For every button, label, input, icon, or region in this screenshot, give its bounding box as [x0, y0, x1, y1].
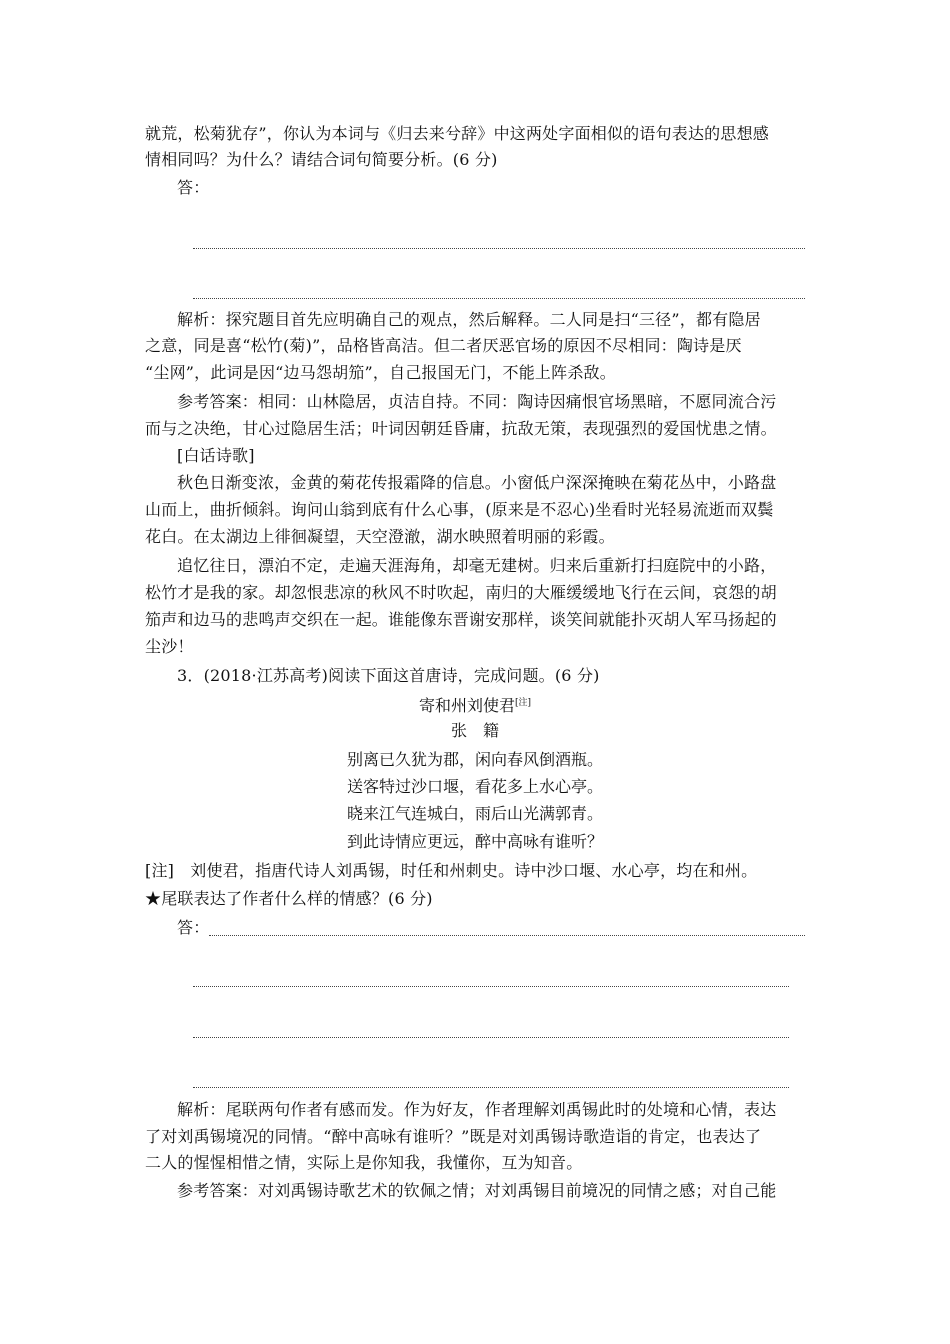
answer-blank-line[interactable]	[193, 1087, 789, 1088]
analysis-line: 之意，同是喜“松竹(菊)”，品格皆高洁。但二者厌恶官场的原因不尽相同：陶诗是厌	[145, 336, 742, 355]
translation-line: 山而上，曲折倾斜。询问山翁到底有什么心事，(原来是不忍心)坐看时光轻易流逝而双鬓	[145, 500, 774, 519]
poem-title	[145, 690, 805, 716]
question-text-line: 就荒，松菊犹存”，你认为本词与《归去来兮辞》中这两处字面相似的语句表达的思想感	[145, 124, 769, 143]
analysis-line: 解析：探究题目首先应明确自己的观点，然后解释。二人同是扫“三径”，都有隐居	[177, 310, 761, 329]
question-heading: 3．(2018·江苏高考)阅读下面这首唐诗，完成问题。(6 分)	[177, 666, 600, 685]
reference-answer-line: 而与之决绝，甘心过隐居生活；叶词因朝廷昏庸，抗敌无策，表现强烈的爱国忧患之情。	[145, 419, 777, 438]
section-title: [白话诗歌]	[177, 446, 255, 465]
analysis-line: “尘网”，此词是因“边马怨胡笳”，自己报国无门，不能上阵杀敌。	[145, 363, 616, 382]
answer-label: 答：	[177, 178, 210, 197]
answer-blank-line[interactable]	[193, 248, 805, 249]
reference-answer-line: 参考答案：对刘禹锡诗歌艺术的钦佩之情；对刘禹锡目前境况的同情之感；对自己能	[177, 1181, 777, 1200]
author-char: 张	[450, 721, 467, 740]
author-char: 籍	[483, 721, 500, 740]
translation-line: 花白。在太湖边上徘徊凝望，天空澄澈，湖水映照着明丽的彩霞。	[145, 527, 615, 546]
answer-label: 答：	[177, 918, 210, 937]
poem-note: [注] 刘使君，指唐代诗人刘禹锡，时任和州刺史。诗中沙口堰、水心亭，均在和州。	[145, 861, 758, 880]
analysis-line: 了对刘禹锡境况的同情。“醉中高咏有谁听？”既是对刘禹锡诗歌造诣的肯定，也表达了	[145, 1127, 762, 1146]
note-mark: [注]	[514, 698, 532, 708]
question-text: ★尾联表达了作者什么样的情感？(6 分)	[145, 889, 433, 908]
translation-line: 笳声和边马的悲鸣声交织在一起。谁能像东晋谢安那样，谈笑间就能扑灭胡人军马扬起的	[145, 610, 777, 629]
answer-blank-line[interactable]	[193, 986, 789, 987]
reference-answer-line: 参考答案：相同：山林隐居，贞洁自持。不同：陶诗因痛恨官场黑暗，不愿同流合污	[177, 392, 777, 411]
analysis-line: 二人的惺惺相惜之情，实际上是你知我，我懂你，互为知音。	[145, 1153, 583, 1172]
translation-line: 秋色日渐变浓，金黄的菊花传报霜降的信息。小窗低户深深掩映在菊花丛中，小路盘	[177, 473, 777, 492]
translation-line: 松竹才是我的家。却忽恨悲凉的秋风不时吹起，南归的大雁缓缓地飞行在云间，哀怨的胡	[145, 583, 777, 602]
poem-line: 晓来江气连城白，雨后山光满郭青。	[346, 804, 603, 823]
translation-line: 尘沙！	[145, 637, 194, 656]
answer-blank-line[interactable]	[193, 1037, 789, 1038]
poem-line: 别离已久犹为郡，闲向春风倒酒瓶。	[346, 750, 603, 769]
answer-blank-line[interactable]	[209, 935, 805, 936]
question-text-line: 情相同吗？为什么？请结合词句简要分析。(6 分)	[145, 150, 498, 169]
poem-title-text: 寄和州刘使君	[418, 696, 515, 715]
answer-blank-line[interactable]	[193, 298, 805, 299]
poem-line: 送客特过沙口堰，看花多上水心亭。	[346, 777, 603, 796]
poem-line: 到此诗情应更远，醉中高咏有谁听？	[346, 832, 603, 851]
translation-line: 追忆往日，漂泊不定，走遍天涯海角，却毫无建树。归来后重新打扫庭院中的小路，	[177, 556, 777, 575]
analysis-line: 解析：尾联两句作者有感而发。作为好友，作者理解刘禹锡此时的处境和心情，表达	[177, 1100, 777, 1119]
poem-author	[145, 718, 805, 744]
